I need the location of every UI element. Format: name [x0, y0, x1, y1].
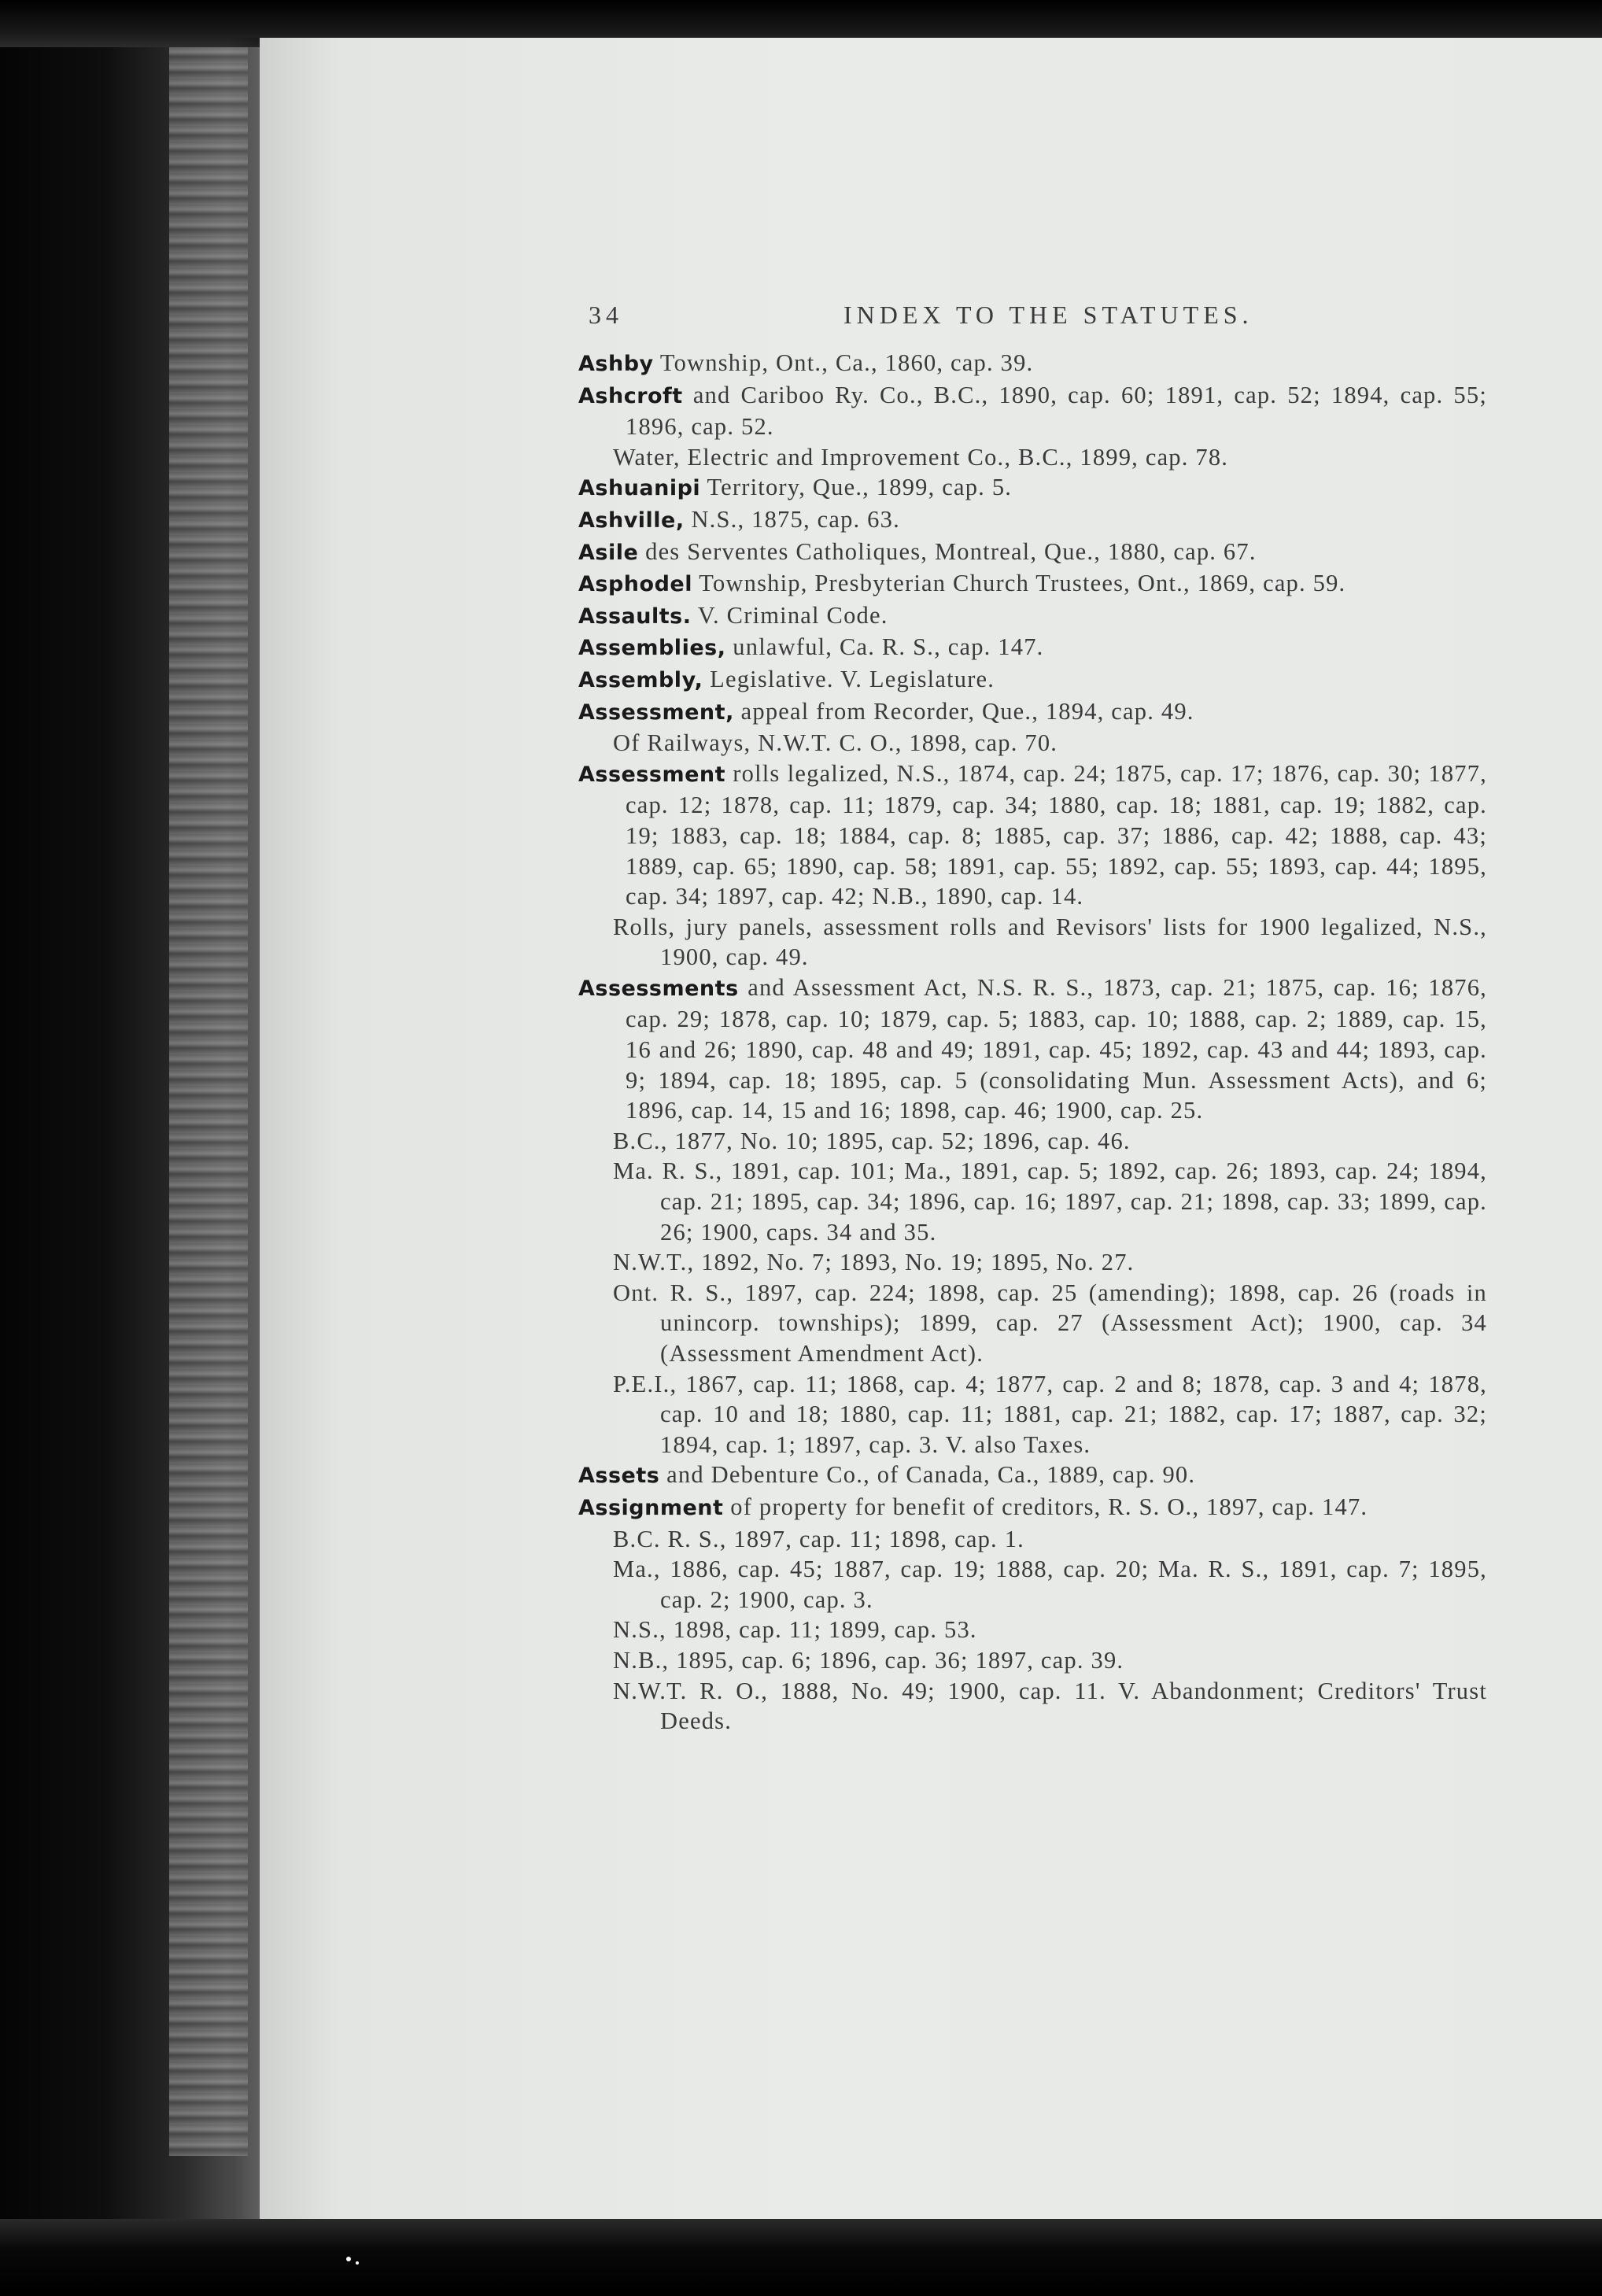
index-subentry	[596, 1369, 1487, 1460]
index-entries	[578, 348, 1487, 1737]
entry-keyword: Assets	[578, 1464, 660, 1489]
entry-text: Territory, Que., 1899, cap. 5.	[700, 474, 1013, 501]
entry-keyword: Assaults.	[578, 604, 692, 629]
entry-text: and Debenture Co., of Canada, Ca., 1889, cap. 90.	[659, 1461, 1196, 1489]
entry-text: of property for benefit of creditors, R. S. O., 1897, cap. 147.	[723, 1493, 1368, 1520]
entry-keyword: Assessments	[578, 976, 739, 1001]
entry-text: Legislative. V. Legislature.	[703, 665, 995, 692]
entry-keyword: Ashville,	[578, 508, 685, 533]
entry-text: Ma. R. S., 1891, cap. 101; Ma., 1891, cap. 5; 1892, cap. 26; 1893, cap. 24; 1894, cap. 21; 1895, cap. 34; 1896, cap. 16; 1897, cap. 21; 1898, cap. 33; 1899, cap. 26; 1900, caps. 34 and 35.	[613, 1157, 1487, 1246]
entry-text: N.W.T., 1892, No. 7; 1893, No. 19; 1895, No. 27.	[613, 1249, 1135, 1276]
page-number: 34	[589, 301, 623, 329]
index-subentry	[596, 1554, 1487, 1615]
index-subentry	[596, 1615, 1487, 1645]
index-subentry	[596, 1645, 1487, 1676]
entry-text: V. Criminal Code.	[691, 601, 888, 629]
index-subentry	[596, 1278, 1487, 1369]
entry-keyword: Ashcroft	[578, 383, 683, 408]
entry-text: N.B., 1895, cap. 6; 1896, cap. 36; 1897, cap. 39.	[613, 1646, 1124, 1674]
index-subentry	[596, 1126, 1487, 1157]
index-subentry	[596, 1676, 1487, 1737]
entry-text: Township, Ont., Ca., 1860, cap. 39.	[653, 349, 1034, 376]
index-entry	[578, 504, 1487, 537]
index-entry	[578, 568, 1487, 600]
index-entry	[578, 973, 1487, 1126]
index-entry	[578, 1460, 1487, 1492]
index-entry	[578, 348, 1487, 380]
index-subentry	[596, 1247, 1487, 1278]
entry-text: P.E.I., 1867, cap. 11; 1868, cap. 4; 1877, cap. 2 and 8; 1878, cap. 3 and 4; 1878, cap. 10 and 18; 1880, cap. 11; 1881, cap. 21; 1882, cap. 17; 1887, cap. 32; 1894, cap. 1; 1897, cap. 3. V. also Taxes.	[613, 1370, 1487, 1458]
index-subentry	[596, 912, 1487, 973]
entry-text: N.W.T. R. O., 1888, No. 49; 1900, cap. 11. V. Abandonment; Creditors' Trust Deeds.	[613, 1677, 1487, 1735]
index-subentry	[596, 1156, 1487, 1247]
entry-text: Ma., 1886, cap. 45; 1887, cap. 19; 1888, cap. 20; Ma. R. S., 1891, cap. 7; 1895, cap. 2; 1900, cap. 3.	[613, 1556, 1487, 1613]
index-entry	[578, 537, 1487, 569]
entry-keyword: Ashuanipi	[578, 476, 701, 501]
entry-text: rolls legalized, N.S., 1874, cap. 24; 1875, cap. 17; 1876, cap. 30; 1877, cap. 12; 1878, cap. 11; 1879, cap. 34; 1880, cap. 18; 1881, cap. 19; 1882, cap. 19; 1883, cap. 18; 1884, cap. 8; 1885, cap. 37; 1886, cap. 42; 1888, cap. 43; 1889, cap. 65; 1890, cap. 58; 1891, cap. 55; 1892, cap. 55; 1893, cap. 44; 1895, cap. 34; 1897, cap. 42; N.B., 1890, cap. 14.	[626, 759, 1487, 910]
entry-text: B.C., 1877, No. 10; 1895, cap. 52; 1896, cap. 46.	[613, 1127, 1131, 1154]
index-entry	[578, 759, 1487, 912]
entry-text: Of Railways, N.W.T. C. O., 1898, cap. 70.	[613, 729, 1058, 757]
entry-text: and Assessment Act, N.S. R. S., 1873, cap. 21; 1875, cap. 16; 1876, cap. 29; 1878, cap. 10; 1879, cap. 5; 1883, cap. 10; 1888, cap. 2; 1889, cap. 15, 16 and 26; 1890, cap. 48 and 49; 1891, cap. 45; 1892, cap. 43 and 44; 1893, cap. 9; 1894, cap. 18; 1895, cap. 5 (consolidating Mun. Assessment Acts), and 6; 1896, cap. 14, 15 and 16; 1898, cap. 46; 1900, cap. 25.	[626, 973, 1487, 1124]
entry-keyword: Assignment	[578, 1495, 724, 1520]
entry-keyword: Ashby	[578, 352, 654, 376]
entry-text: and Cariboo Ry. Co., B.C., 1890, cap. 60; 1891, cap. 52; 1894, cap. 55; 1896, cap. 52.	[626, 381, 1487, 441]
entry-text: B.C. R. S., 1897, cap. 11; 1898, cap. 1.	[613, 1525, 1024, 1552]
entry-text: Water, Electric and Improvement Co., B.C., 1899, cap. 78.	[613, 443, 1229, 471]
index-entry	[578, 472, 1487, 504]
entry-keyword: Asile	[578, 540, 639, 565]
entry-text: unlawful, Ca. R. S., cap. 147.	[725, 633, 1044, 661]
entry-text: appeal from Recorder, Que., 1894, cap. 49.	[733, 697, 1194, 725]
entry-text: des Serventes Catholiques, Montreal, Que., 1880, cap. 67.	[638, 537, 1257, 565]
page-header	[589, 301, 1486, 337]
index-subentry	[596, 728, 1487, 759]
entry-keyword: Assessment	[578, 762, 726, 787]
index-entry	[578, 696, 1487, 729]
entry-keyword: Assessment,	[578, 700, 734, 725]
entry-text: N.S., 1898, cap. 11; 1899, cap. 53.	[613, 1616, 977, 1644]
entry-keyword: Assemblies,	[578, 636, 726, 661]
index-entry	[578, 632, 1487, 664]
entry-text: Rolls, jury panels, assessment rolls and Revisors' lists for 1900 legalized, N.S., 1900, cap. 49.	[613, 913, 1487, 971]
entry-keyword: Asphodel	[578, 572, 692, 597]
entry-text: N.S., 1875, cap. 63.	[684, 505, 900, 533]
entry-text: Township, Presbyterian Church Trustees, Ont., 1869, cap. 59.	[692, 570, 1346, 597]
index-subentry	[596, 1524, 1487, 1555]
index-subentry	[596, 442, 1487, 473]
index-entry	[578, 664, 1487, 696]
index-entry	[578, 380, 1487, 442]
entry-keyword: Assembly,	[578, 667, 703, 692]
index-entry	[578, 1492, 1487, 1524]
index-entry	[578, 600, 1487, 633]
film-bottom-edge	[0, 2219, 1602, 2296]
entry-text: Ont. R. S., 1897, cap. 224; 1898, cap. 25 (amending); 1898, cap. 26 (roads in unincorp. townships); 1899, cap. 27 (Assessment Act); 1900, cap. 34 (Assessment Amendment Act).	[613, 1279, 1487, 1367]
running-head: INDEX TO THE STATUTES.	[843, 301, 1253, 329]
